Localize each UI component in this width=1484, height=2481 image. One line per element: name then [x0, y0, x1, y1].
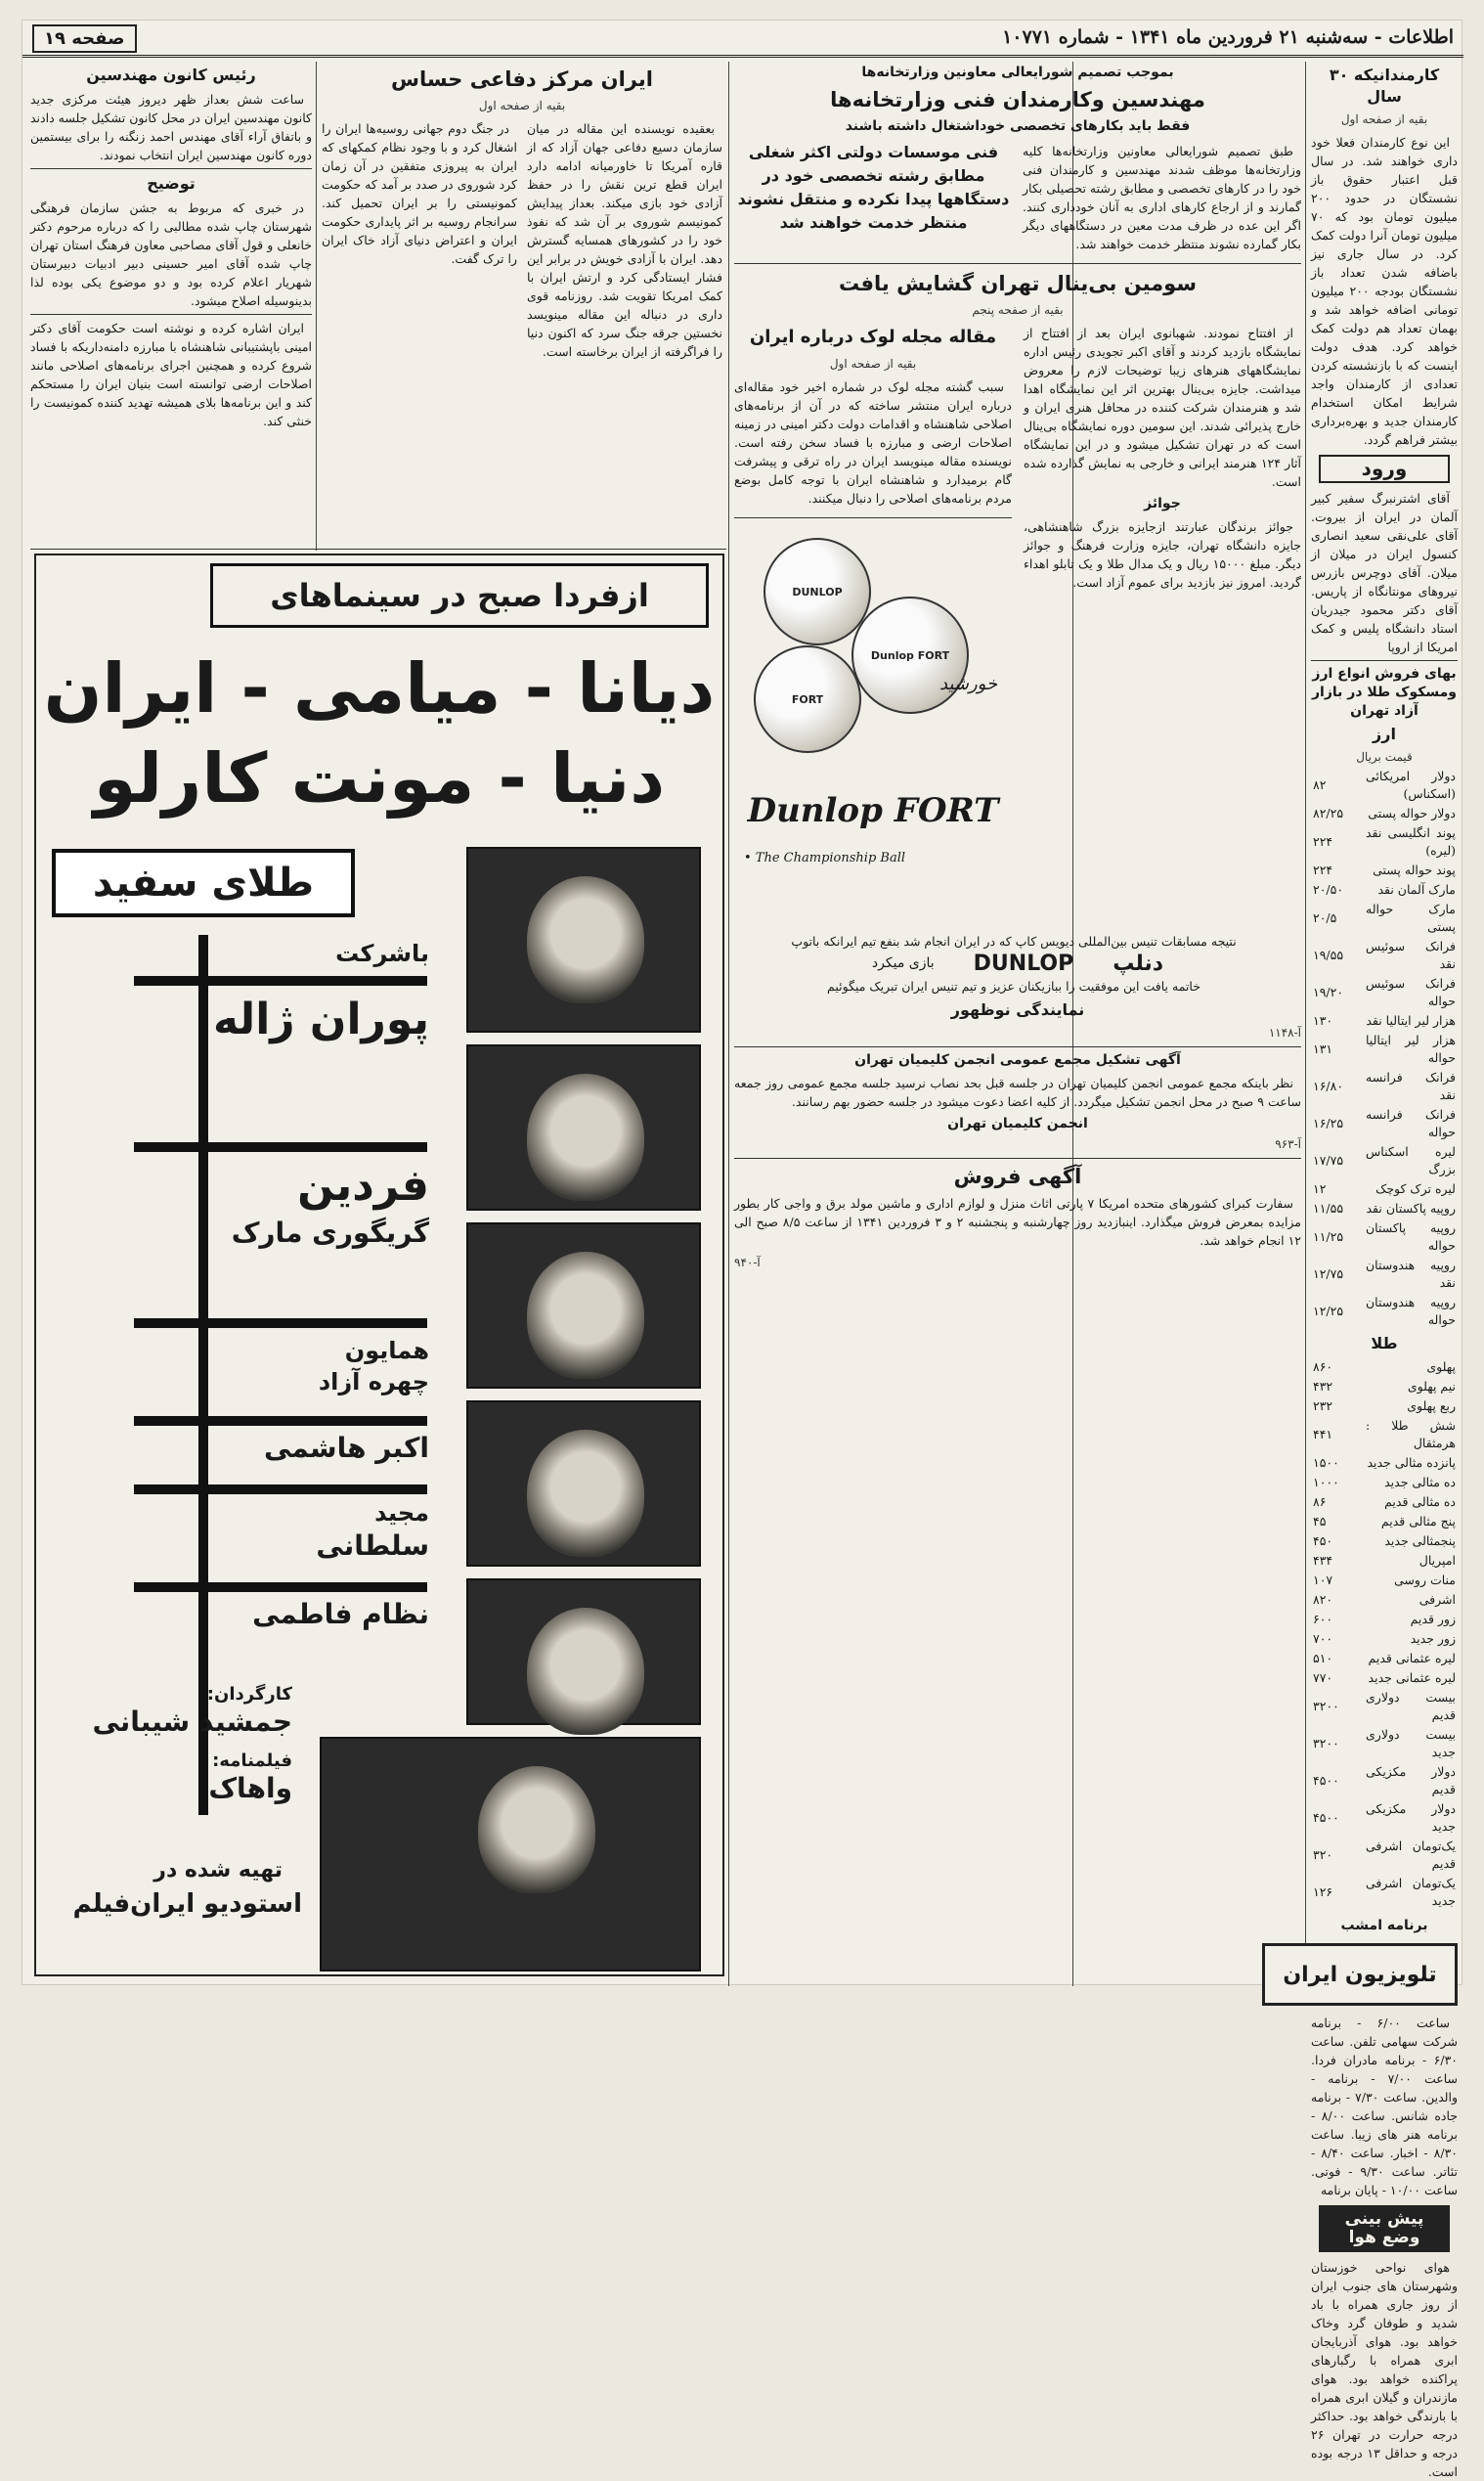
- article-body-biennale: از افتتاح نمودند. شهبانوی ایران بعد از افتتاح از نمایشگاه بازدید کردند و آقای اکبر تجویدی رئیس اداره نمایشگاههای هنرهای زیبا توضیحات لازم را معروض میداشت. جایزه بی‌ینال بهترین اثر این نمایشگاه اهدا شد و هنرمندان شرکت کننده در محافل هنری ایران و خارج پذیرائی شدند. این سومین دوره نمایشگاه بی‌ینال است که در تهران تشکیل میشود و در این نمایشگاه آثار ۱۲۴ هنرمند ایرانی و خارجی به نمایش گذارده شده است.: [1024, 326, 1301, 489]
- rate-value: ۸۲/۲۵: [1313, 806, 1344, 820]
- rate-name: یک‌تومان اشرفی قدیم: [1366, 1839, 1456, 1871]
- rate-value: ۸۲۰: [1313, 1592, 1333, 1607]
- rate-name: لیره ترک کوچک: [1375, 1181, 1456, 1196]
- tv-logo: تلویزیون ایران: [1262, 1943, 1458, 2006]
- rate-value: ۶۰۰: [1313, 1612, 1333, 1626]
- headline-defense: ایران مرکز دفاعی حساس: [391, 67, 653, 91]
- page-number: صفحه ۱۹: [32, 24, 137, 53]
- rate-value: ۱۳۰: [1313, 1013, 1333, 1028]
- rate-value: ۸۶: [1313, 1494, 1327, 1509]
- rate-name: زور قدیم: [1410, 1612, 1456, 1626]
- rate-name: لیره عثمانی قدیم: [1368, 1651, 1456, 1665]
- note-body: در خبری که مربوط به جشن سازمان فرهنگی شهرستان چاپ شده مطالبی را که درباره مرحوم دکتر خانعلی و قول آقای مصاحبی معاون فرهنگ استان تهران چاپ شده آقای امیر حسینی دبیر ادبیات دبیرستان شهریار اعلام کرده بود و دو موضوع یکی بوده لذا بدینوسیله اصلاح میشود.: [30, 200, 312, 308]
- fx-row: [1311, 804, 1458, 823]
- rate-name: لیره اسکناس بزرگ: [1366, 1144, 1456, 1176]
- gold-row: [1311, 1396, 1458, 1416]
- gold-row: [1311, 1610, 1458, 1629]
- rate-value: ۱۹/۲۰: [1313, 985, 1344, 999]
- biennale-subheading-prizes: جوائز: [1144, 496, 1181, 511]
- deck-engineers: فنی موسسات دولتی اکثر شغلی مطابق رشته تخصصی خود در دستگاهها پیدا نکرده و منتقل نشوند منتظر خدمت خواهند شد: [737, 143, 1010, 232]
- fx-rates-table: [1311, 767, 1458, 1330]
- fx-row: [1311, 1199, 1458, 1218]
- rate-name: فرانک سوئیس نقد: [1366, 939, 1456, 971]
- rate-name: اشرفی: [1419, 1592, 1456, 1607]
- writer-name: واهاک: [208, 1772, 292, 1804]
- still-photo: [466, 847, 701, 1033]
- newspaper-page: [22, 20, 1462, 2479]
- biennale-continued: بقیه از صفحه پنجم: [972, 303, 1064, 317]
- ad-code: آ-۹۶۳: [1275, 1137, 1301, 1151]
- look-continued: بقیه از صفحه اول: [829, 357, 917, 371]
- rate-value: ۳۲۰۰: [1313, 1736, 1339, 1750]
- headline-engineers: مهندسین وکارمندان فنی وزارتخانه‌ها: [830, 88, 1205, 111]
- rate-value: ۲۲۴: [1313, 863, 1333, 877]
- dunlop-text: نتیجه مسابقات تنیس بین‌المللی دیویس کاپ که در ایران انجام شد بنفع تیم ایرانکه باتوپ: [791, 934, 1237, 949]
- ad-code: آ-۹۴۰: [734, 1256, 761, 1269]
- fx-row: [1311, 1011, 1458, 1031]
- rate-value: ۴۳۲: [1313, 1379, 1333, 1394]
- cast-member: سلطانی: [316, 1529, 429, 1562]
- rate-name: پوند انگلیسی نقد (لیره): [1366, 825, 1456, 858]
- rate-value: ۷۷۰: [1313, 1670, 1333, 1685]
- fx-row: [1311, 1105, 1458, 1142]
- gold-row: [1311, 1874, 1458, 1911]
- gold-row: [1311, 1590, 1458, 1610]
- cast-member: اکبر هاشمی: [263, 1432, 429, 1464]
- notice-assembly-sign: انجمن کلیمیان تهران: [947, 1116, 1088, 1131]
- article-body-look: سبب گشته مجله لوک در شماره اخیر خود مقاله‌ای درباره ایران منتشر ساخته که در آن از برنامه‌های اصلاحی شاهنشاه و اقدامات دولت دکتر امینی در زمینه اصلاحات ارضی و مبارزه با فساد سخن رفته است. نویسنده مقاله مینویسد ایران در راه ترقی و پیشرفت گام برمیدارد و شاهنشاه ایران با توجه کامل بوضع مردم برنامه‌های اصلاحی را دنبال میکنند.: [734, 379, 1012, 506]
- fx-row: [1311, 767, 1458, 804]
- continued-label: بقیه از صفحه اول: [1340, 112, 1428, 126]
- signature: خورشید: [939, 674, 998, 694]
- dealer-name: نمایندگی نوظهور: [950, 1000, 1085, 1019]
- rate-value: ۴۵۰: [1313, 1533, 1333, 1548]
- headline-look-magazine: مقاله مجله لوک درباره ایران: [749, 327, 997, 347]
- rate-value: ۴۵۰۰: [1313, 1773, 1339, 1788]
- still-photo: [466, 1400, 701, 1567]
- column-left: [30, 62, 312, 551]
- rate-value: ۳۲۰۰: [1313, 1699, 1339, 1713]
- rate-name: زور جدید: [1410, 1631, 1456, 1646]
- gold-row: [1311, 1453, 1458, 1473]
- fx-heading: ارز: [1373, 725, 1396, 743]
- fx-row: [1311, 823, 1458, 861]
- rate-name: مارک آلمان نقد: [1377, 882, 1456, 897]
- still-photo-wrestling: [320, 1737, 701, 1972]
- dunlop-en: DUNLOP: [973, 952, 1074, 976]
- cast-lead-female: پوران ژاله: [212, 995, 429, 1044]
- gold-row: [1311, 1629, 1458, 1649]
- rate-name: روپیه هندوستان نقد: [1366, 1258, 1456, 1290]
- fx-row: [1311, 880, 1458, 900]
- rate-value: ۳۲۰: [1313, 1847, 1333, 1862]
- rate-value: ۱۱/۲۵: [1313, 1229, 1344, 1244]
- rate-value: ۱۷/۷۵: [1313, 1153, 1344, 1168]
- rate-value: ۱۲/۲۵: [1313, 1304, 1344, 1318]
- rate-name: فرانک فرانسه نقد: [1366, 1070, 1456, 1102]
- rate-value: ۱۱/۵۵: [1313, 1201, 1344, 1216]
- rate-value: ۱۲/۷۵: [1313, 1266, 1344, 1281]
- fx-row: [1311, 1218, 1458, 1256]
- rate-name: فرانک سوئیس حواله: [1366, 976, 1456, 1008]
- gold-row: [1311, 1571, 1458, 1590]
- rate-name: هزار لیر ایتالیا نقد: [1366, 1013, 1456, 1028]
- gold-row: [1311, 1551, 1458, 1571]
- gold-row: [1311, 1649, 1458, 1668]
- rate-name: روپیه پاکستان حواله: [1366, 1220, 1456, 1253]
- rate-name: دولار مکزیکی جدید: [1366, 1801, 1456, 1834]
- article-title-retired-staff: کارمندانیکه ۳۰ سال: [1329, 66, 1440, 106]
- gold-row: [1311, 1377, 1458, 1396]
- rate-value: ۱۲: [1313, 1181, 1327, 1196]
- headline-engineers-association: رئیس کانون مهندسین: [86, 66, 256, 84]
- rate-name: پانزده مثالی جدید: [1367, 1455, 1456, 1470]
- gold-row: [1311, 1512, 1458, 1531]
- rate-value: ۸۲: [1313, 777, 1327, 792]
- paper-dateline: اطلاعات - سه‌شنبه ۲۱ فروردین ماه ۱۳۴۱ - شماره ۱۰۷۷۱: [1002, 26, 1454, 48]
- rate-name: ربع پهلوی: [1407, 1398, 1456, 1413]
- subheadline-engineers: فقط باید بکارهای تخصصی خوداشتغال داشته باشند: [845, 118, 1191, 134]
- weather-body: هوای نواحی خوزستان وشهرستان های جنوب ایران از روز جاری همراه با باد شدید و طوفان گرد وخاک خواهد بود. هوای آذربایجان ابری همراه با رگبارهای پراکنده خواهد بود. هوای مازندران و گیلان ابری همراه با بارندگی خواهد بود. حداکثر درجه حرارت در تهران ۲۶ درجه و حداقل ۱۳ درجه بوده است.: [1311, 2260, 1459, 2479]
- weather-heading: پیش بینی وضع هوا: [1319, 2205, 1450, 2252]
- director-name: جمشید شیبانی: [92, 1706, 292, 1738]
- gold-row: [1311, 1531, 1458, 1551]
- fx-row: [1311, 1179, 1458, 1199]
- cast-member: مجید: [374, 1499, 429, 1527]
- still-photo: [466, 1222, 701, 1389]
- notice-assembly-body: نظر باینکه مجمع عمومی انجمن کلیمیان تهران در جلسه قبل بحد نصاب نرسید جلسه مجمع عمومی روز جمعه ساعت ۹ صبح در محل انجمن تشکیل میگردد. از کلیه اعضا دعوت میشود در جلسه حضور بهم رسانند.: [734, 1076, 1301, 1109]
- fx-unit: قیمت بریال: [1356, 750, 1413, 764]
- rate-name: دولار حواله پستی: [1368, 806, 1456, 820]
- fx-row: [1311, 1068, 1458, 1105]
- rate-name: یک‌تومان اشرفی جدید: [1366, 1876, 1456, 1908]
- rate-name: روپیه هندوستان حواله: [1366, 1295, 1456, 1327]
- article-body-biennale-prizes: جوائز برندگان عبارتند ازجایزه بزرگ شاهنشاهی، جایزه دانشگاه تهران، جایزه وزارت فرهنگ و جوائز دیگر. مبلغ ۱۵۰۰۰ ریال و یک مدال طلا و یک تابلو اهداء گردید. امروز نیز بازدید برای عموم آزاد است.: [1024, 519, 1301, 590]
- column-rule: [316, 62, 317, 551]
- rate-value: ۱۶/۲۵: [1313, 1116, 1344, 1130]
- gold-rates-table: [1311, 1357, 1458, 1911]
- column-rule: [728, 62, 729, 1986]
- film-title: طلای سفید: [52, 849, 355, 917]
- rate-value: ۲۰/۵۰: [1313, 882, 1344, 897]
- ad-band: ازفردا صبح در سینماهای: [210, 563, 709, 628]
- fx-row: [1311, 861, 1458, 880]
- dunlop-text-2: خاتمه یافت این موفقیت را ببازیکنان عزیز و تیم تنیس ایران تبریک میگوئیم: [827, 979, 1200, 994]
- gold-row: [1311, 1725, 1458, 1762]
- dunlop-fa: دنلپ: [1113, 952, 1164, 976]
- cast-member: نظام فاطمی: [252, 1598, 429, 1630]
- fx-row: [1311, 937, 1458, 974]
- masthead: [22, 21, 1463, 58]
- column-rule: [1305, 62, 1306, 1986]
- ad-code: آ-۱۱۴۸: [1268, 1026, 1301, 1040]
- dunlop-ad: [734, 517, 1012, 928]
- dunlop-tagline: • The Championship Ball: [744, 851, 906, 865]
- rate-name: نیم پهلوی: [1407, 1379, 1456, 1394]
- rate-name: شش طلا : هرمثقال: [1366, 1418, 1456, 1450]
- tv-program-heading: برنامه امشب: [1340, 1918, 1428, 1933]
- notice-sale-body: سفارت کبرای کشورهای متحده امریکا ۷ پارتی اثاث منزل و لوازم اداری و ماشین مولد برق و واجی کار بطور مزایده بمعرض فروش میگذارد. اینبازدید روز چهارشنبه و پنجشنبه ۲ و ۳ فروردین ۱۳۴۱ از ساعت ۸/۵ صبح الی ۱۲ انجام خواهد شد.: [734, 1196, 1302, 1248]
- gold-row: [1311, 1473, 1458, 1492]
- fx-row: [1311, 1293, 1458, 1330]
- fx-row: [1311, 1256, 1458, 1293]
- rate-name: هزار لیر ایتالیا حواله: [1366, 1033, 1456, 1065]
- rate-name: امپریال: [1419, 1553, 1456, 1568]
- rate-value: ۱۰۷: [1313, 1573, 1333, 1587]
- rate-value: ۱۶/۸۰: [1313, 1079, 1344, 1093]
- column-defense: [322, 62, 722, 551]
- rate-value: ۱۳۱: [1313, 1041, 1333, 1056]
- cast-member: چهره آزاد: [318, 1368, 429, 1396]
- rate-name: پنج مثالی قدیم: [1380, 1514, 1456, 1528]
- rate-value: ۵۱۰: [1313, 1651, 1333, 1665]
- cast-lead-male: فردین: [297, 1161, 429, 1211]
- dunlop-wordmark: Dunlop FORT: [747, 791, 999, 830]
- still-photo: [466, 1044, 701, 1211]
- tennis-ball: DUNLOP: [764, 538, 871, 645]
- rate-name: فرانک فرانسه حواله: [1366, 1107, 1456, 1139]
- defense-continued: بقیه از صفحه اول: [478, 99, 566, 112]
- cinema-list-1: دیانا - میامی - ایران: [43, 648, 716, 729]
- rate-value: ۲۲۴: [1313, 834, 1333, 849]
- gold-row: [1311, 1668, 1458, 1688]
- writer-label: فیلمنامه:: [212, 1750, 292, 1771]
- section-rule: [30, 549, 726, 550]
- column-center: [734, 62, 1301, 1978]
- rate-name: پوند حواله پستی: [1373, 863, 1456, 877]
- gold-row: [1311, 1357, 1458, 1377]
- gold-row: [1311, 1416, 1458, 1453]
- rate-name: لیره عثمانی جدید: [1368, 1670, 1456, 1685]
- rate-value: ۱۵۰۰: [1313, 1455, 1339, 1470]
- still-photo: [466, 1578, 701, 1725]
- rate-value: ۸۶۰: [1313, 1359, 1333, 1374]
- article-body-left-2: ایران اشاره کرده و نوشته است حکومت آقای دکتر امینی باپشتیبانی شاهنشاه با مبارزه دامنه‌داریکه با فساد شروع کرده و همچنین اجرای برنامه‌های اصلاحی مانند اصلاحات ارضی توانسته است بنیان ایران را مستحکم کند و این برنامه‌ها بلای همیشه تهدید کننده کمونیست را خنثی کند.: [30, 321, 312, 428]
- tennis-ball: FORT: [754, 645, 861, 753]
- rate-name: مارک حواله پستی: [1366, 902, 1456, 934]
- rate-name: ده مثالی جدید: [1384, 1475, 1456, 1489]
- gold-row: [1311, 1837, 1458, 1874]
- gold-row: [1311, 1762, 1458, 1799]
- gold-row: [1311, 1688, 1458, 1725]
- studio-label: تهیه شده در: [153, 1858, 283, 1883]
- tv-program-body: ساعت ۶/۰۰ - برنامه شرکت سهامی تلفن. ساعت ۶/۳۰ - برنامه مادران فردا. ساعت ۷/۰۰ - برنامه - والدین. ساعت ۷/۳۰ - برنامه جاده شانس. ساعت ۸/۰۰ - برنامه هنر های زیبا. ساعت ۸/۳۰ - اخبار. ساعت ۸/۴۰ - تئاتر. ساعت ۹/۳۰ - فوتی. ساعت ۱۰/۰۰ - پایان برنامه: [1311, 2016, 1458, 2197]
- kicker: بموجب تصمیم شورایعالی معاونین وزارتخانه‌ها: [861, 65, 1174, 80]
- cast-member: همایون: [344, 1337, 429, 1364]
- cinema-ad: [34, 554, 724, 1976]
- rate-value: ۴۵۰۰: [1313, 1810, 1339, 1825]
- gold-row: [1311, 1492, 1458, 1512]
- rate-name: منات روسی: [1394, 1573, 1456, 1587]
- notice-sale-title: آگهی فروش: [953, 1165, 1082, 1188]
- rate-value: ۷۰۰: [1313, 1631, 1333, 1646]
- rate-value: ۲۰/۵: [1313, 910, 1337, 925]
- rate-name: دولار مکزیکی قدیم: [1366, 1764, 1456, 1796]
- rate-value: ۴۳۴: [1313, 1553, 1333, 1568]
- rate-value: ۱۲۶: [1313, 1884, 1333, 1899]
- tennis-ball: Dunlop FORT: [851, 597, 969, 714]
- fx-row: [1311, 1142, 1458, 1179]
- rate-name: ده مثالی قدیم: [1384, 1494, 1456, 1509]
- article-body-retired-staff: این نوع کارمندان فعلا خود داری خواهند شد. در سال قبل اعتبار حقوق باز نشستگان در حدود ۲۰۰ میلیون تومان بود که ۷۰ میلیون تومان آنرا دولت کمک کرد. در سال جاری نیز باضافه شدن تعداد باز نشستگان بودجه ۲۰۰ میلیون تومانی اضافه خواهد شد و بهمان تعداد هم دولت کمک خواهد کرد. هدف دولت اینست که با بازنشسته کردن تعدادی از کارمندان واجد شرایط امکان استخدام کارمندان جدید و بهره‌برداری بیشتر فراهم گردد.: [1311, 135, 1458, 447]
- rate-name: دولار امریکائی (اسکناس): [1366, 769, 1456, 801]
- rate-value: ۲۳۲: [1313, 1398, 1333, 1413]
- notice-assembly-title: آگهی تشکیل مجمع عمومی انجمن کلیمیان تهران: [854, 1052, 1181, 1068]
- rate-name: بیست دولاری جدید: [1366, 1727, 1456, 1759]
- arrivals-body: آقای اشترنبرگ سفیر کبیر آلمان در ایران از بیروت. آقای علی‌نقی سعید انصاری کنسول ایران در میلان از میلان. آقای دوچرس بازرس نیروهای مونتانگاه از پاریس. آقای دکتر محمود جیدریان استاد دانشگاه پلیس و کمک امریکا از اروپا: [1311, 491, 1458, 654]
- gold-heading: طلا: [1371, 1334, 1398, 1352]
- rate-name: پهلوی: [1426, 1359, 1456, 1374]
- cinema-list-2: دنیا - مونت کارلو: [93, 738, 666, 819]
- fx-row: [1311, 974, 1458, 1011]
- note-heading: توضیح: [147, 174, 196, 193]
- article-body-engineers-association: ساعت شش بعداز ظهر دیروز هیئت مرکزی جدید کانون مهندسین ایران در محل کانون تشکیل جلسه دادند و باتفاق آراء آقای مهندس احمد زنگنه را برای بیستمین دوره کانون مهندسین ایران انتخاب نمودند.: [30, 92, 312, 162]
- dunlop-play: بازی میکرد: [871, 955, 935, 971]
- director-label: کارگردان:: [206, 1684, 292, 1705]
- article-body-defense-2: در جنگ دوم جهانی روسیه‌ها ایران را اشغال کرد و با وجود نظام کمکهای که ایران به پیروزی متفقین در آن زمان کرد شوروی در صدد بر آمد که حکومت کمونیستی را بر ایران تحمیل کند. سرانجام روسیه بر اثر پایداری حکومت ایران و اعتراض دنیای آزاد خاک ایران را ترک گفت.: [322, 121, 517, 266]
- arrivals-heading: ورود: [1319, 455, 1450, 483]
- article-body-defense: بعقیده نویسنده این مقاله در میان سازمان دسیع دفاعی جهان آزاد که از قاره آمریکا تا خاورمیانه ادامه دارد ایران قطع ترین نقش را در حفظ آزادی خود بازی میکند. بعداز پیدایش کمونیسم شوروی بر آن شد که نفوذ خود را در کشورهای همسایه گسترش دهد. ایران با آزادی خویش در برابر این فشار ایستادگی کرد و ارتش ایران با کمک امریکا تقویت شد. روزنامه قوی داری در دنباله این مقاله مینویسد نخستین جرقه جنگ سرد که اکنون دنیا را فراگرفته از ایران برخاسته است.: [527, 121, 722, 359]
- rate-value: ۱۹/۵۵: [1313, 948, 1344, 962]
- fx-row: [1311, 900, 1458, 937]
- article-body-engineers: طبق تصمیم شورایعالی معاونین وزارتخانه‌ها کلیه وزارتخانه‌ها موظف شدند مهندسین و کارمندان فنی خود را در کارهای تخصصی و مطابق رشته تحصیلی بکار گمارند و از ارجاع کارهای اداری به آنان خودداری کنند. اگر این عده در ظرف مدت معین در دستگاههای دیگر بکار گمارده نشوند منتظر خدمت خواهند شد.: [1023, 144, 1301, 251]
- cast-co-star: گریگوری مارک: [231, 1217, 429, 1249]
- headline-biennale: سومین بی‌ینال تهران گشایش یافت: [839, 272, 1197, 295]
- fx-row: [1311, 1031, 1458, 1068]
- rate-name: پنجمثالی جدید: [1384, 1533, 1456, 1548]
- studio-name: استودیو ایران‌فیلم: [72, 1889, 302, 1919]
- rate-value: ۴۵: [1313, 1514, 1327, 1528]
- rates-heading: بهای فروش انواع ارز ومسکوک طلا در بازار آزاد تهران: [1312, 666, 1457, 719]
- rate-value: ۴۴۱: [1313, 1427, 1333, 1441]
- cast-with-label: باشرکت: [335, 940, 429, 967]
- rate-name: بیست دولاری قدیم: [1366, 1690, 1456, 1722]
- rate-value: ۱۰۰۰: [1313, 1475, 1339, 1489]
- rate-name: روپیه پاکستان نقد: [1366, 1201, 1456, 1216]
- gold-row: [1311, 1799, 1458, 1837]
